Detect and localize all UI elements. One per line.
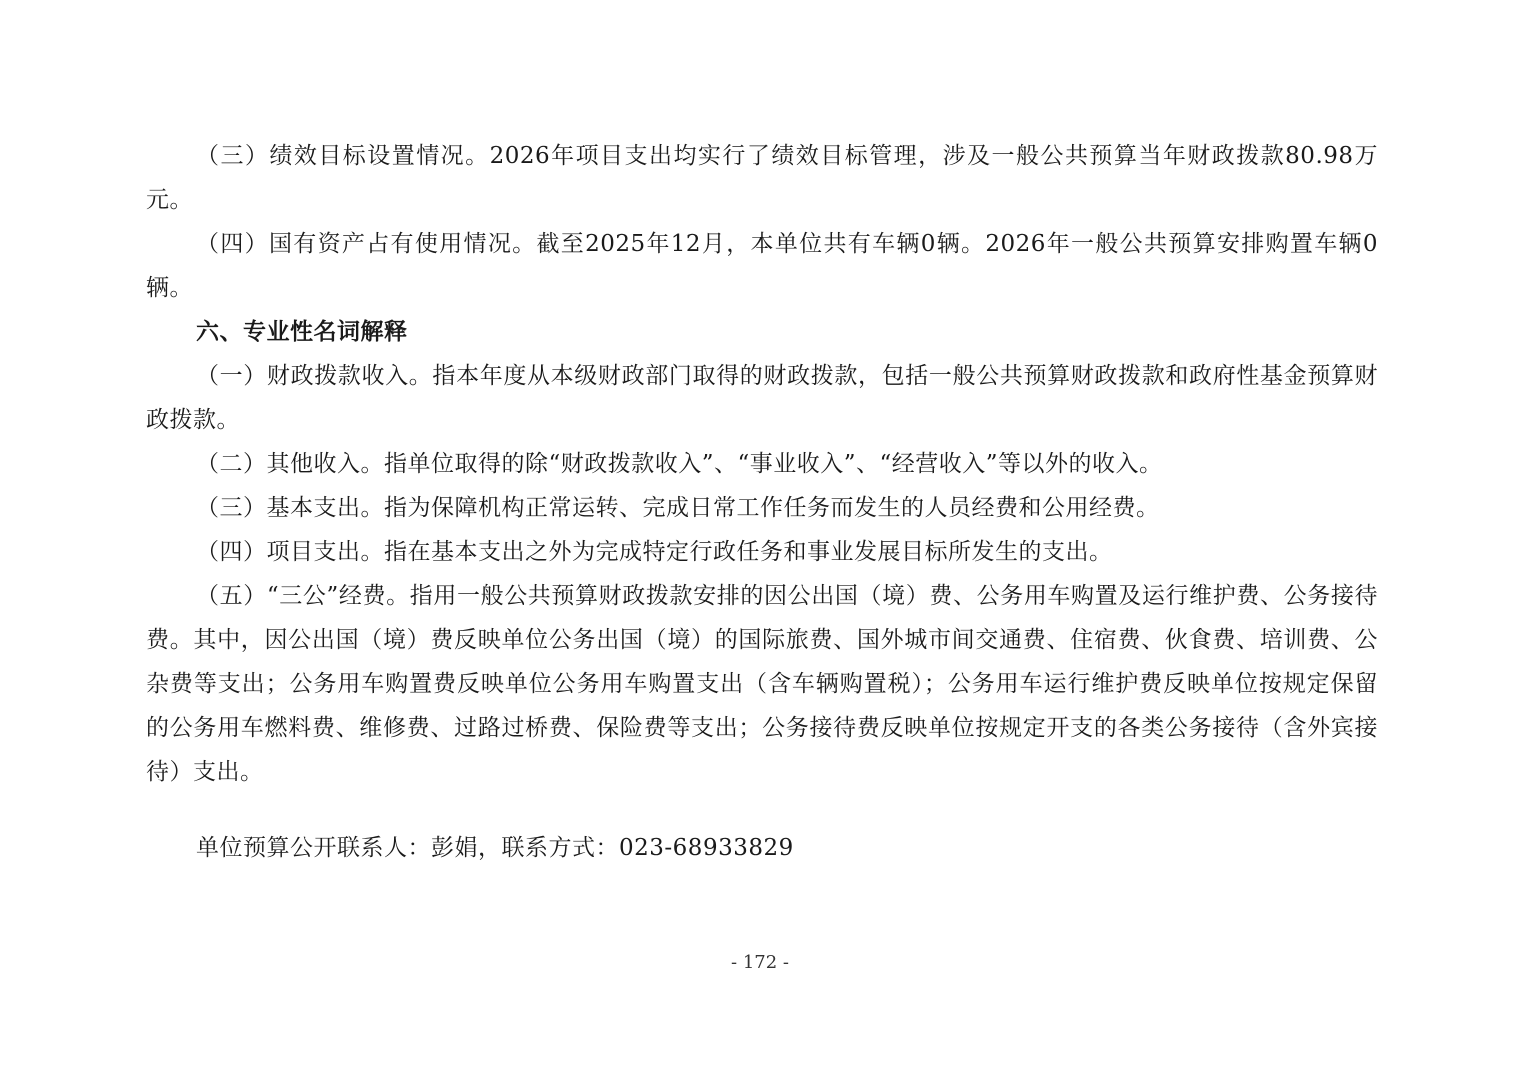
- term-paragraph-basic-expenditure: （三）基本支出。指为保障机构正常运转、完成日常工作任务而发生的人员经费和公用经费。: [196, 495, 1160, 521]
- term-paragraph-project-expenditure: （四）项目支出。指在基本支出之外为完成特定行政任务和事业发展目标所发生的支出。: [196, 539, 1113, 565]
- terms-heading: 六、专业性名词解释: [196, 319, 408, 345]
- term-paragraph-other-income: （二）其他收入。指单位取得的除“财政拨款收入”、“事业收入”、“经营收入”等以外的收入。: [196, 451, 1163, 477]
- contact-info: 单位预算公开联系人：彭娟，联系方式：023-68933829: [196, 835, 794, 861]
- state-assets-paragraph: （四）国有资产占有使用情况。截至2025年12月，本单位共有车辆0辆。2026年一般公共预算安排购置车辆0辆。: [146, 231, 1378, 301]
- term-paragraph-three-public-expenses: （五）“三公”经费。指用一般公共预算财政拨款安排的因公出国（境）费、公务用车购置及运行维护费、公务接待费。其中，因公出国（境）费反映单位公务出国（境）的国际旅费、国外城市间交通费、住宿费、伙食费、培训费、公杂费等支出；公务用车购置费反映单位公务用车购置支出（含车辆购置税）；公务用车运行维护费反映单位按规定保留的公务用车燃料费、维修费、过路过桥费、保险费等支出；公务接待费反映单位按规定开支的各类公务接待（含外宾接待）支出。: [146, 583, 1378, 785]
- performance-goal-paragraph: （三）绩效目标设置情况。2026年项目支出均实行了绩效目标管理，涉及一般公共预算当年财政拨款80.98万元。: [146, 143, 1378, 213]
- document-body: [146, 134, 1378, 794]
- page-number: - 172 -: [731, 952, 789, 973]
- term-paragraph-fiscal-income: （一）财政拨款收入。指本年度从本级财政部门取得的财政拨款，包括一般公共预算财政拨款和政府性基金预算财政拨款。: [146, 363, 1378, 433]
